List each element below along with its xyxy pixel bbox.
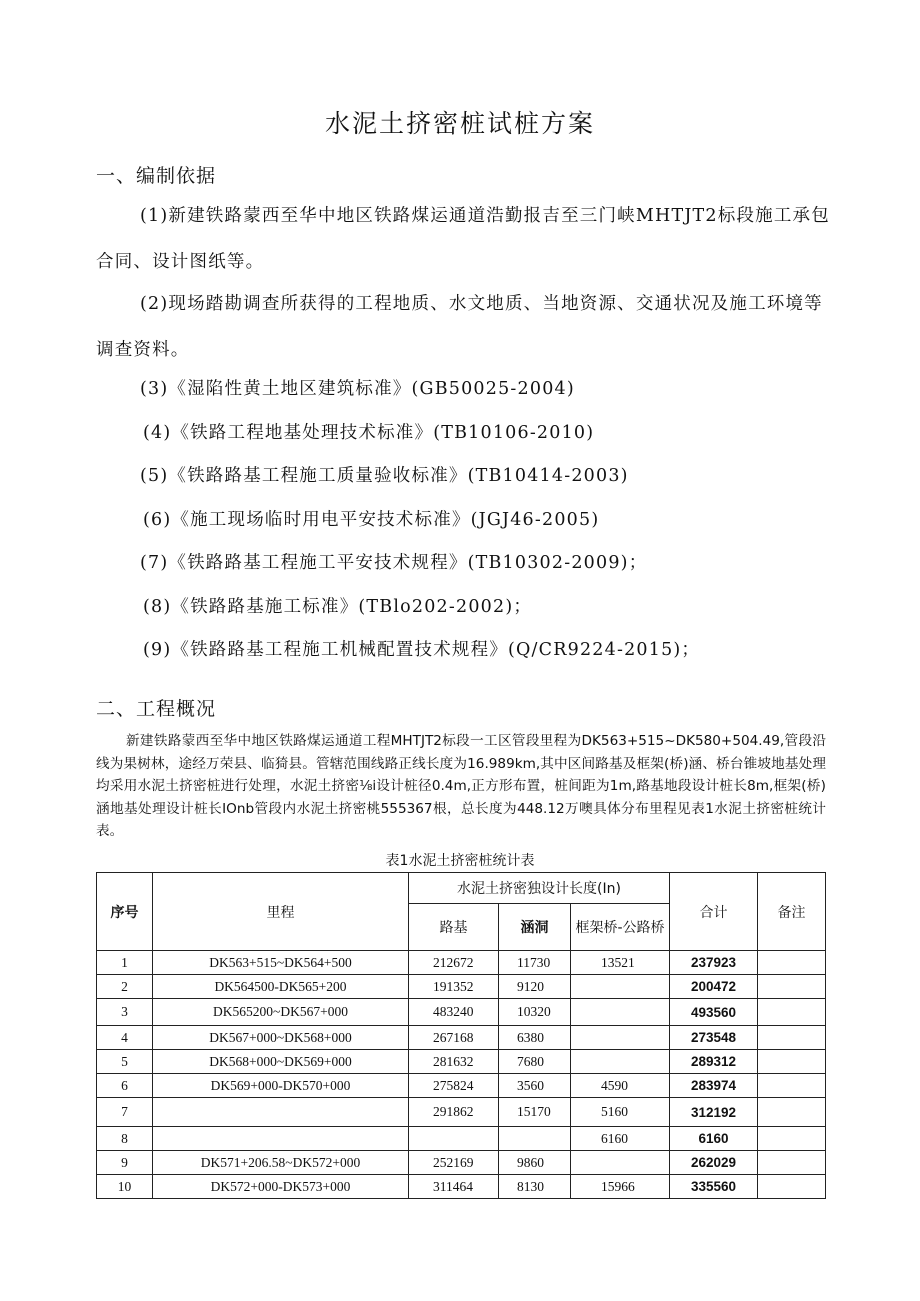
- cell-bridge: 5160: [571, 1098, 670, 1127]
- basis-item-5: (5)《铁路路基工程施工质量验收标准》(TB10414-2003): [140, 466, 629, 486]
- header-roadbed: 路基: [409, 904, 499, 951]
- cell-roadbed: 483240: [409, 999, 499, 1026]
- cell-culvert: 9120: [499, 975, 571, 999]
- cell-total: 6160: [670, 1127, 758, 1151]
- basis-item-2: (2)现场踏勘调查所获得的工程地质、水文地质、当地资源、交通状况及施工环境等调查资料。: [96, 294, 823, 360]
- cell-bridge: [571, 1050, 670, 1074]
- cell-culvert: [499, 1127, 571, 1151]
- cell-total: 289312: [670, 1050, 758, 1074]
- cell-total: 262029: [670, 1151, 758, 1175]
- cell-seq: 2: [97, 975, 153, 999]
- cell-bridge: 4590: [571, 1074, 670, 1098]
- section-heading-overview: 二、工程概况: [96, 698, 217, 720]
- cell-note: [758, 975, 826, 999]
- cell-mileage: [153, 1098, 409, 1127]
- cell-roadbed: 191352: [409, 975, 499, 999]
- cell-roadbed: [409, 1127, 499, 1151]
- basis-item-7: (7)《铁路路基工程施工平安技术规程》(TB10302-2009)；: [140, 553, 648, 573]
- cell-note: [758, 1098, 826, 1127]
- cell-culvert: 7680: [499, 1050, 571, 1074]
- header-seq: 序号: [97, 873, 153, 951]
- cell-note: [758, 1151, 826, 1175]
- cell-culvert: 3560: [499, 1074, 571, 1098]
- cell-bridge: 15966: [571, 1175, 670, 1199]
- table-row: [97, 1175, 826, 1199]
- cell-roadbed: 291862: [409, 1098, 499, 1127]
- cell-note: [758, 999, 826, 1026]
- basis-item-6: (6)《施工现场临时用电平安技术标准》(JGJ46-2005): [143, 510, 600, 530]
- table-row: [97, 999, 826, 1026]
- header-total: 合计: [670, 873, 758, 951]
- table-row: [97, 1026, 826, 1050]
- cell-total: 273548: [670, 1026, 758, 1050]
- cell-seq: 4: [97, 1026, 153, 1050]
- table-row: [97, 975, 826, 999]
- table-caption: 表1水泥土挤密桩统计表: [385, 853, 535, 869]
- cell-seq: 8: [97, 1127, 153, 1151]
- cell-bridge: [571, 1151, 670, 1175]
- cell-bridge: 13521: [571, 951, 670, 975]
- table-row: [97, 1074, 826, 1098]
- cell-total: 283974: [670, 1074, 758, 1098]
- table-row: [97, 1127, 826, 1151]
- cell-seq: 6: [97, 1074, 153, 1098]
- cell-total: 335560: [670, 1175, 758, 1199]
- cell-culvert: 11730: [499, 951, 571, 975]
- cell-seq: 7: [97, 1098, 153, 1127]
- cell-mileage: DK564500-DK565+200: [153, 975, 409, 999]
- cell-seq: 10: [97, 1175, 153, 1199]
- cell-mileage: DK567+000~DK568+000: [153, 1026, 409, 1050]
- overview-paragraph: 新建铁路蒙西至华中地区铁路煤运通道工程MHTJT2标段一工区管段里程为DK563+515~DK580+504.49,管段沿线为果树林，途经万荣县、临猗县。管辖范围线路正线长度为16.989km,其中区间路基及框架(桥)涵、桥台锥坡地基处理均采用水泥土挤密桩进行处理，水泥土挤密⅛i设计桩径0.4m,正方形布置，桩间距为1m,路基地段设计桩长8m,框架(桥)涵地基处理设计桩长IOnb管段内水泥土挤密桃555367根，总长度为448.12万噢具体分布里程见表1水泥土挤密桩统计表。: [96, 733, 826, 839]
- basis-item-4: (4)《铁路工程地基处理技术标准》(TB10106-2010): [143, 423, 595, 443]
- cell-mileage: DK563+515~DK564+500: [153, 951, 409, 975]
- cell-roadbed: 275824: [409, 1074, 499, 1098]
- cell-roadbed: 267168: [409, 1026, 499, 1050]
- cell-note: [758, 1050, 826, 1074]
- header-mileage: 里程: [153, 873, 409, 951]
- cell-note: [758, 1026, 826, 1050]
- cell-total: 312192: [670, 1098, 758, 1127]
- basis-item-3: (3)《湿陷性黄土地区建筑标准》(GB50025-2004): [140, 379, 575, 399]
- cell-seq: 3: [97, 999, 153, 1026]
- cell-mileage: DK569+000-DK570+000: [153, 1074, 409, 1098]
- table-row: [97, 1151, 826, 1175]
- cell-bridge: [571, 975, 670, 999]
- cell-culvert: 9860: [499, 1151, 571, 1175]
- cell-mileage: DK572+000-DK573+000: [153, 1175, 409, 1199]
- cell-seq: 5: [97, 1050, 153, 1074]
- cell-culvert: 10320: [499, 999, 571, 1026]
- cell-total: 237923: [670, 951, 758, 975]
- header-note: 备注: [758, 873, 826, 951]
- cell-note: [758, 951, 826, 975]
- cell-note: [758, 1074, 826, 1098]
- cell-total: 200472: [670, 975, 758, 999]
- cell-mileage: [153, 1127, 409, 1151]
- table-row: [97, 1098, 826, 1127]
- page-title: 水泥土挤密桩试桩方案: [324, 109, 595, 138]
- cell-note: [758, 1127, 826, 1151]
- header-design-length: 水泥土挤密独设计长度(In): [409, 873, 670, 904]
- cell-mileage: DK565200~DK567+000: [153, 999, 409, 1026]
- pile-statistics-table: [96, 872, 826, 1199]
- cell-roadbed: 212672: [409, 951, 499, 975]
- cell-bridge: [571, 999, 670, 1026]
- header-bridge: 框架桥-公路桥: [571, 904, 670, 951]
- cell-roadbed: 281632: [409, 1050, 499, 1074]
- basis-item-9: (9)《铁路路基工程施工机械配置技术规程》(Q/CR9224-2015)；: [143, 640, 701, 660]
- cell-roadbed: 252169: [409, 1151, 499, 1175]
- cell-culvert: 8130: [499, 1175, 571, 1199]
- header-culvert: 涵洞: [499, 904, 571, 951]
- cell-mileage: DK568+000~DK569+000: [153, 1050, 409, 1074]
- cell-roadbed: 311464: [409, 1175, 499, 1199]
- section-heading-basis: 一、编制依据: [96, 165, 217, 187]
- cell-seq: 9: [97, 1151, 153, 1175]
- cell-mileage: DK571+206.58~DK572+000: [153, 1151, 409, 1175]
- cell-bridge: [571, 1026, 670, 1050]
- cell-seq: 1: [97, 951, 153, 975]
- cell-culvert: 6380: [499, 1026, 571, 1050]
- cell-culvert: 15170: [499, 1098, 571, 1127]
- basis-item-1: (1)新建铁路蒙西至华中地区铁路煤运通道浩勤报吉至三门峡MHTJT2标段施工承包合同、设计图纸等。: [96, 206, 830, 272]
- cell-total: 493560: [670, 999, 758, 1026]
- basis-item-8: (8)《铁路路基施工标准》(TBlo202-2002)；: [143, 597, 533, 617]
- cell-bridge: 6160: [571, 1127, 670, 1151]
- table-row: [97, 1050, 826, 1074]
- table-row: [97, 951, 826, 975]
- cell-note: [758, 1175, 826, 1199]
